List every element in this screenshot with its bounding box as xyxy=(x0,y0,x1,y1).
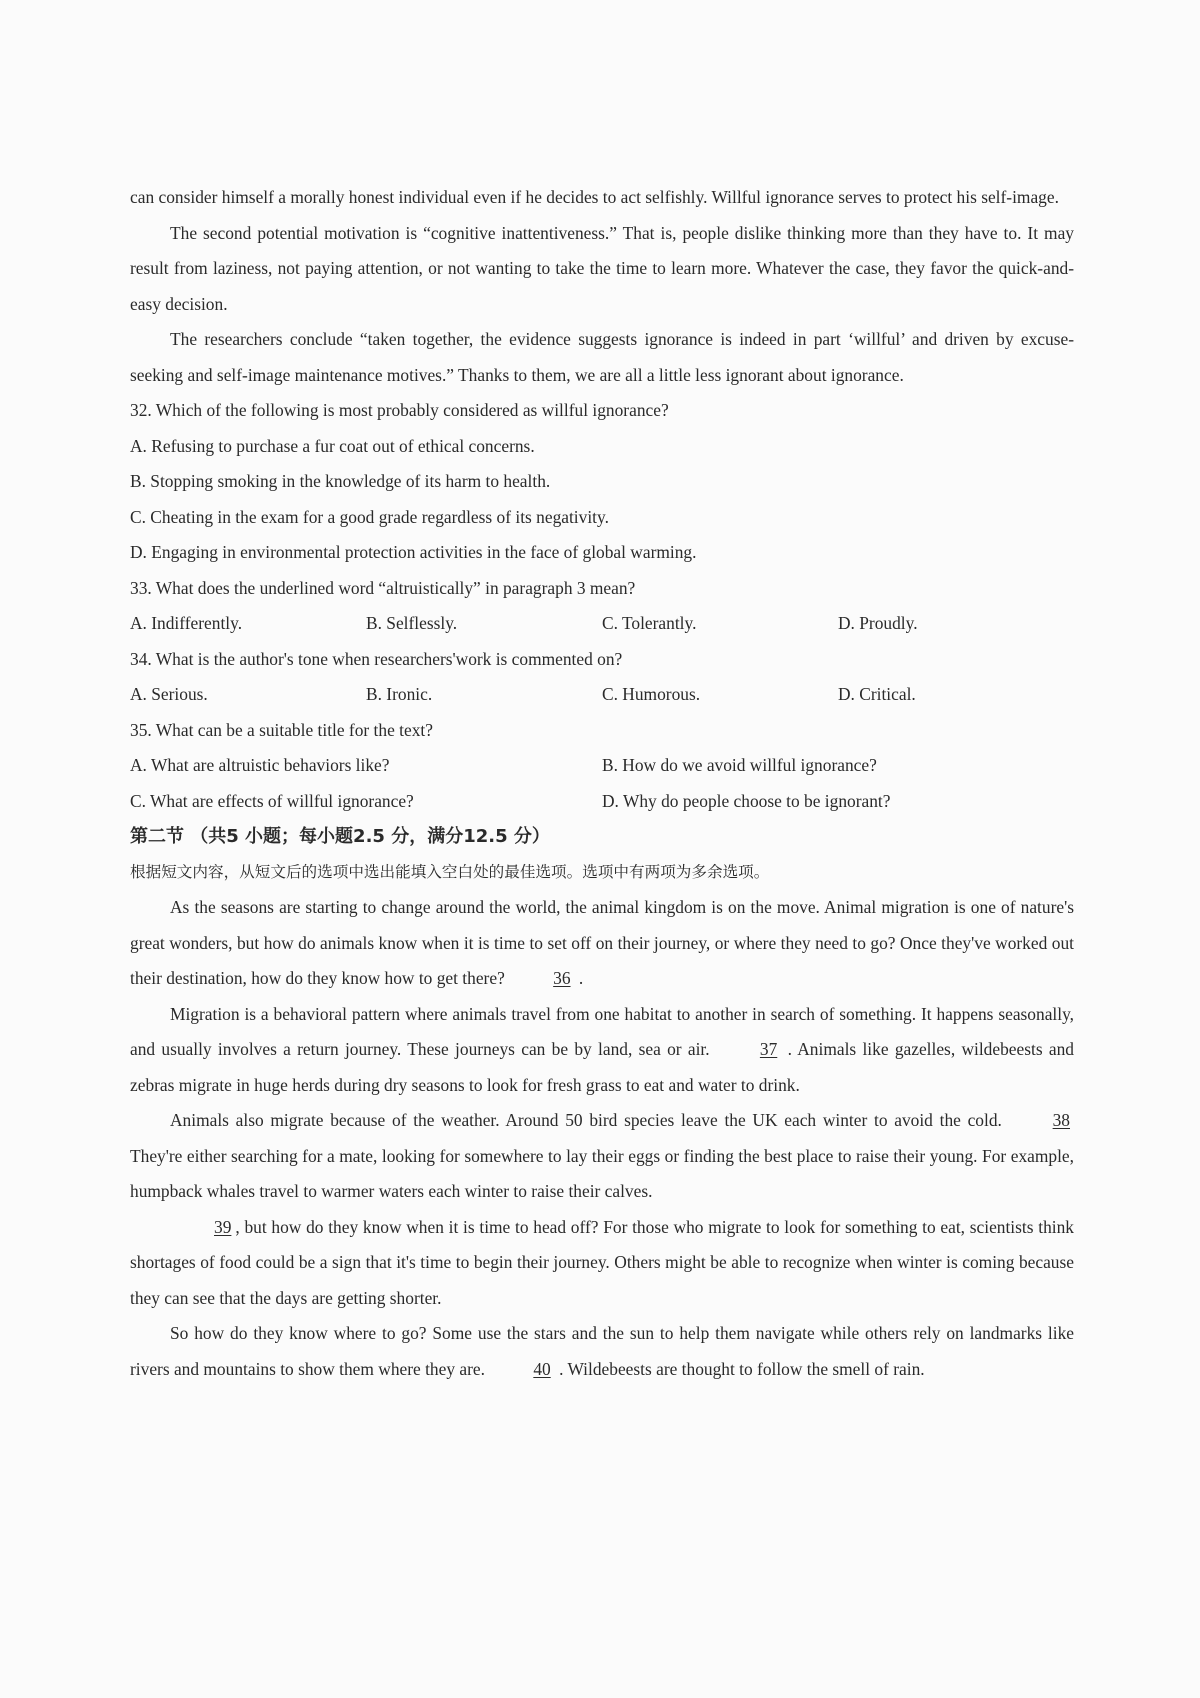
question-33-stem: 33. What does the underlined word “altruistically” in paragraph 3 mean? xyxy=(130,577,636,598)
question-34-options xyxy=(130,677,1074,713)
cloze-paragraph-2-tail: Animals like gazelles, wildebeests and zebras migrate in huge herds during dry seasons to look for fresh grass to eat and water to drink. xyxy=(130,1039,1074,1095)
blank-36: 36 xyxy=(553,968,571,988)
cloze-paragraph-1-text: As the seasons are starting to change around the world, the animal kingdom is on the move. Animal migration is one of nature's great wonders, but how do animals know when it is time to set off on their journey, or where they need to go? Once they've worked out their destination, how do they know how to get there? xyxy=(130,897,1074,988)
blank-38: 38 xyxy=(1052,1110,1070,1130)
blank-39: 39 xyxy=(214,1216,232,1237)
question-32-option-c: C. Cheating in the exam for a good grade regardless of its negativity. xyxy=(130,506,609,527)
cloze-paragraph-5: So how do they know where to go? Some use the stars and the sun to help them navigate while others rely on landmarks like rivers and mountains to show them where they are. 40 . Wildebeests are thought to follow the smell of rain. xyxy=(130,1316,1074,1387)
question-35-options-row-1 xyxy=(130,748,1074,784)
cloze-paragraph-3-text: Animals also migrate because of the weather. Around 50 bird species leave the UK each winter to avoid the cold. xyxy=(170,1110,1002,1130)
cloze-paragraph-4 xyxy=(130,1210,1074,1317)
question-32-stem: 32. Which of the following is most probably considered as willful ignorance? xyxy=(130,400,669,420)
question-35-option-d: D. Why do people choose to be ignorant? xyxy=(602,790,891,811)
question-34-option-c: C. Humorous. xyxy=(602,684,701,704)
question-32-option-d: D. Engaging in environmental protection activities in the face of global warming. xyxy=(130,542,697,562)
question-35-option-a: A. What are altruistic behaviors like? xyxy=(130,755,390,775)
cloze-paragraph-2-text: Migration is a behavioral pattern where animals travel from one habitat to another in search of something. It happens seasonally, and usually involves a return journey. These journeys can be by land, sea or air. xyxy=(130,1003,1074,1059)
section-instruction: 根据短文内容，从短文后的选项中选出能填入空白处的最佳选项。选项中有两项为多余选项。 xyxy=(130,862,770,881)
cloze-paragraph-3-tail: They're either searching for a mate, looking for somewhere to lay their eggs or finding the best place to raise their young. For example, humpback whales travel to warmer waters each winter to raise their calves. xyxy=(130,1145,1074,1201)
question-33-option-d: D. Proudly. xyxy=(838,613,918,633)
cloze-paragraph-4-tail: , but how do they know when it is time to head off? For those who migrate to look for something to eat, scientists think shortages of food could be a sign that it's time to begin their journey. Others might be able to recognize when winter is coming because they can see that the days are getting shorter. xyxy=(130,1216,1074,1308)
question-34-stem: 34. What is the author's tone when researchers'work is commented on? xyxy=(130,648,623,669)
blank-40: 40 xyxy=(533,1358,551,1379)
question-34-option-d: D. Critical. xyxy=(838,684,916,704)
question-34-option-b: B. Ironic. xyxy=(366,684,433,704)
passage-paragraph-3: The researchers conclude “taken together, the evidence suggests ignorance is indeed in part ‘willful’ and driven by excuse-seeking and self-image maintenance motives.” Thanks to them, we are all a little less ignorant about ignorance. xyxy=(130,329,1074,385)
section-heading: 第二节 （共5 小题；每小题2.5 分，满分12.5 分） xyxy=(130,826,550,847)
cloze-paragraph-5-tail: Wildebeests are thought to follow the smell of rain. xyxy=(567,1358,925,1379)
page-content xyxy=(130,180,1074,1387)
cloze-paragraph-5-text: So how do they know where to go? Some use the stars and the sun to help them navigate while others rely on landmarks like rivers and mountains to show them where they are. xyxy=(130,1323,1074,1379)
passage-paragraph-2: The second potential motivation is “cognitive inattentiveness.” That is, people dislike thinking more than they have to. It may result from laziness, not paying attention, or not wanting to take the time to learn more. Whatever the case, they favor the quick-and-easy decision. xyxy=(130,222,1074,314)
question-33-option-b: B. Selflessly. xyxy=(366,613,458,633)
question-35-option-c: C. What are effects of willful ignorance? xyxy=(130,790,414,811)
cloze-paragraph-2: Migration is a behavioral pattern where animals travel from one habitat to another in search of something. It happens seasonally, and usually involves a return journey. These journeys can be by land, sea or air. 37 . Animals like gazelles, wildebeests and zebras migrate in huge herds during dry seasons to look for fresh grass to eat and water to drink. xyxy=(130,1003,1074,1095)
question-35-stem: 35. What can be a suitable title for the text? xyxy=(130,719,433,740)
question-35-option-b: B. How do we avoid willful ignorance? xyxy=(602,755,877,775)
blank-37: 37 xyxy=(759,1039,778,1059)
question-32-option-a: A. Refusing to purchase a fur coat out of ethical concerns. xyxy=(130,435,535,456)
question-35-options-row-2 xyxy=(130,784,1074,820)
cloze-paragraph-3 xyxy=(130,1103,1074,1210)
cloze-paragraph-1: As the seasons are starting to change around the world, the animal kingdom is on the move. Animal migration is one of nature's great wonders, but how do animals know when it is time to set off on their journey, or where they need to go? Once they've worked out their destination, how do they know how to get there? 36 . xyxy=(130,890,1074,997)
question-33-options xyxy=(130,606,1074,642)
question-32-option-b: B. Stopping smoking in the knowledge of its harm to health. xyxy=(130,471,551,491)
passage-paragraph-1: can consider himself a morally honest individual even if he decides to act selfishly. Willful ignorance serves to protect his self-image. xyxy=(130,187,1059,207)
question-34-option-a: A. Serious. xyxy=(130,684,208,704)
question-33-option-a: A. Indifferently. xyxy=(130,613,243,633)
question-33-option-c: C. Tolerantly. xyxy=(602,613,697,633)
